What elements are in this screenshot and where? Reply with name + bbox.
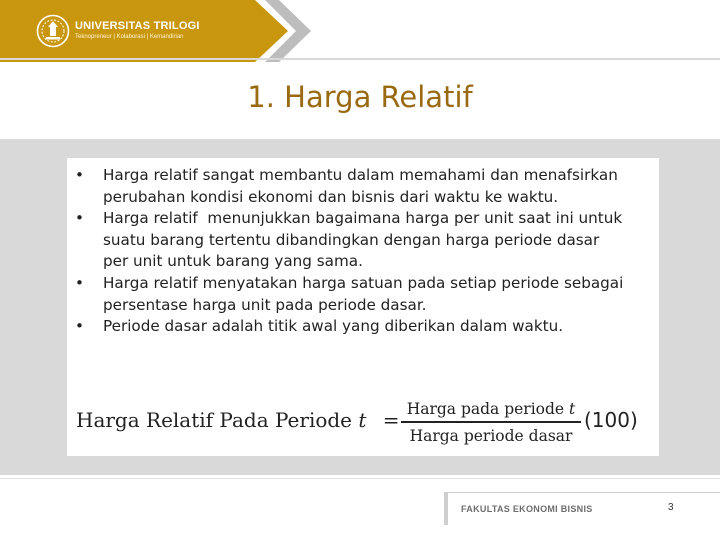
- bullet-list: [72, 165, 662, 338]
- bullet-line: per unit untuk barang yang sama.: [103, 252, 363, 271]
- footer-divider: [0, 478, 720, 479]
- formula-multiplier: (100): [584, 408, 638, 432]
- bullet-dot: •: [75, 209, 84, 228]
- header-banner: [0, 0, 720, 62]
- bullet-line: perubahan kondisi ekonomi dan bisnis dari waktu ke waktu.: [103, 187, 559, 206]
- bullet-line: Periode dasar adalah titik awal yang diberikan dalam waktu.: [103, 317, 564, 336]
- bullet-dot: •: [75, 166, 84, 184]
- bullet-line: Harga relatif menunjukkan bagaimana harga per unit saat ini untuk: [103, 209, 623, 228]
- formula-fraction: [401, 398, 581, 447]
- bullet-dot: •: [75, 317, 84, 336]
- banner-divider: [0, 58, 720, 60]
- bullet-line: persentase harga unit pada periode dasar.: [103, 295, 427, 314]
- faculty-label: FAKULTAS EKONOMI BISNIS: [461, 504, 593, 514]
- formula-numerator: [401, 398, 581, 420]
- formula-numerator-text: Harga pada periode: [406, 400, 565, 418]
- bullet-line: Harga relatif menyatakan harga satuan pada setiap periode sebagai: [103, 273, 624, 292]
- bullet-line: suatu barang tertentu dibandingkan dengan harga periode dasar: [103, 230, 600, 249]
- formula-fraction-bar: [401, 421, 581, 423]
- bullet-item: [72, 165, 662, 208]
- formula-lhs: [76, 408, 400, 432]
- formula-equals: =: [382, 408, 400, 432]
- formula-lhs-var: t: [358, 408, 367, 432]
- university-tagline: Teknopreneur | Kolaborasi | Kemandirian: [75, 34, 184, 40]
- formula-numerator-var: t: [569, 400, 576, 418]
- harga-relatif-formula: [76, 398, 656, 444]
- slide-title: 1. Harga Relatif: [247, 80, 473, 114]
- bullet-line: Harga relatif sangat membantu dalam memahami dan menafsirkan: [103, 166, 618, 184]
- university-name: UNIVERSITAS TRILOGI: [75, 20, 200, 32]
- bullet-dot: •: [75, 273, 84, 292]
- bullet-item: [72, 316, 662, 338]
- bullet-item: [72, 208, 662, 273]
- university-logo-icon: [36, 14, 70, 48]
- bullet-item: [72, 273, 662, 316]
- page-number: 3: [668, 502, 674, 513]
- formula-lhs-text: Harga Relatif Pada Periode: [76, 408, 353, 432]
- formula-denominator: Harga periode dasar: [409, 426, 573, 445]
